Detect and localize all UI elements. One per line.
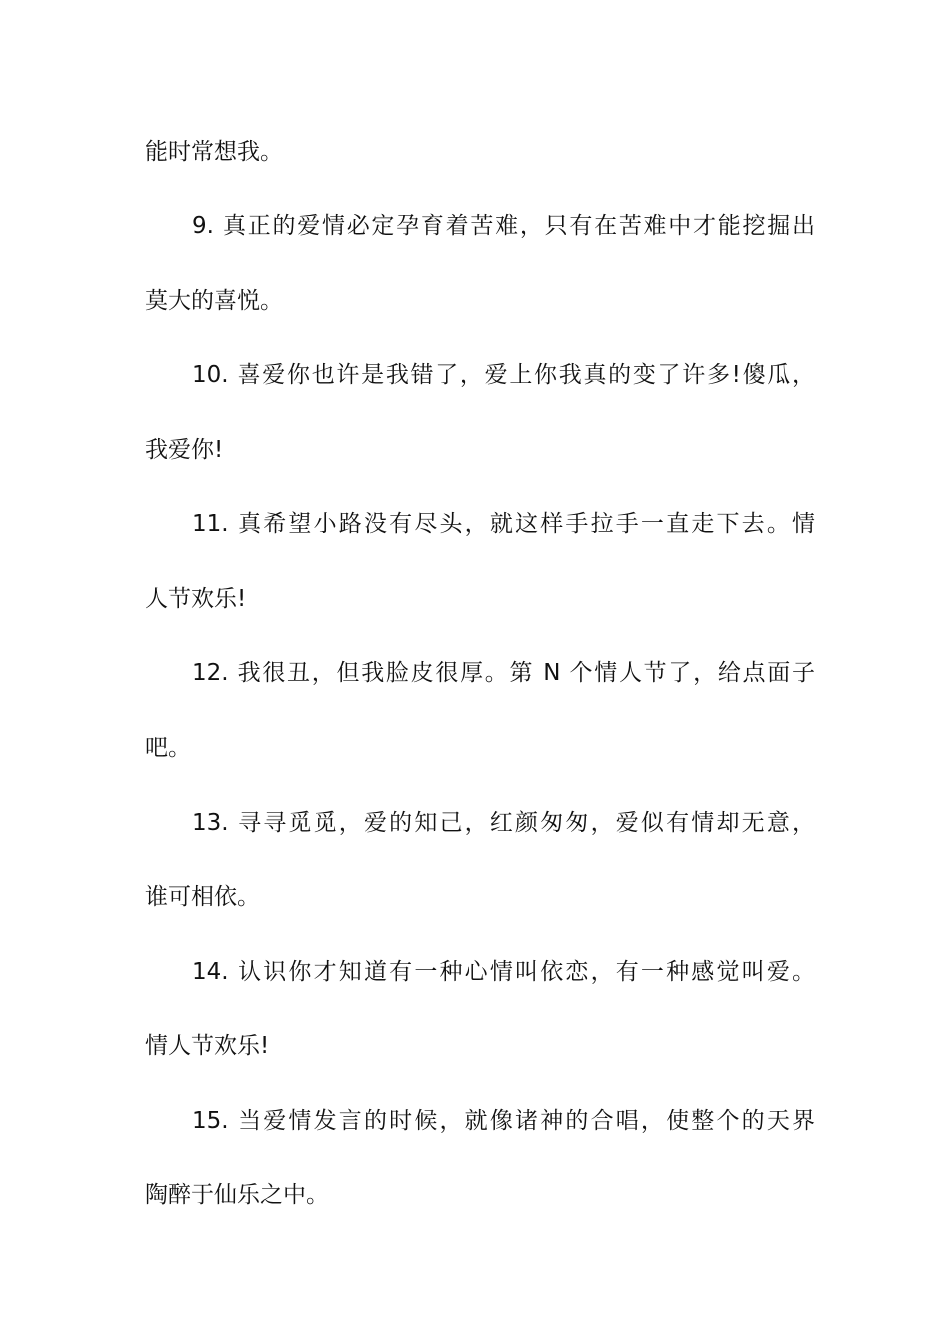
paragraph-9-line-1: 9. 真正的爱情必定孕育着苦难，只有在苦难中才能挖掘出	[192, 213, 815, 239]
paragraph-10-line-2: 我爱你!	[145, 437, 224, 463]
paragraph-9-line-2: 莫大的喜悦。	[145, 288, 283, 314]
paragraph-13-line-1: 13. 寻寻觅觅，爱的知己，红颜匆匆，爱似有情却无意，	[192, 810, 815, 836]
paragraph-13-line-2: 谁可相依。	[145, 884, 260, 910]
paragraph-15-line-1: 15. 当爱情发言的时候，就像诸神的合唱，使整个的天界	[192, 1108, 815, 1134]
paragraph-14-line-1: 14. 认识你才知道有一种心情叫依恋，有一种感觉叫爱。	[192, 959, 815, 985]
paragraph-11-line-2: 人节欢乐!	[145, 586, 247, 612]
paragraph-11-line-1: 11. 真希望小路没有尽头，就这样手拉手一直走下去。情	[192, 511, 815, 537]
paragraph-12-line-2: 吧。	[145, 735, 191, 761]
paragraph-8-line-2: 能时常想我。	[145, 139, 283, 165]
paragraph-15-line-2: 陶醉于仙乐之中。	[145, 1182, 329, 1208]
paragraph-14-line-2: 情人节欢乐!	[145, 1033, 270, 1059]
paragraph-12-line-1: 12. 我很丑，但我脸皮很厚。第 N 个情人节了，给点面子	[192, 660, 815, 686]
paragraph-10-line-1: 10. 喜爱你也许是我错了，爱上你我真的变了许多!傻瓜，	[192, 362, 815, 388]
